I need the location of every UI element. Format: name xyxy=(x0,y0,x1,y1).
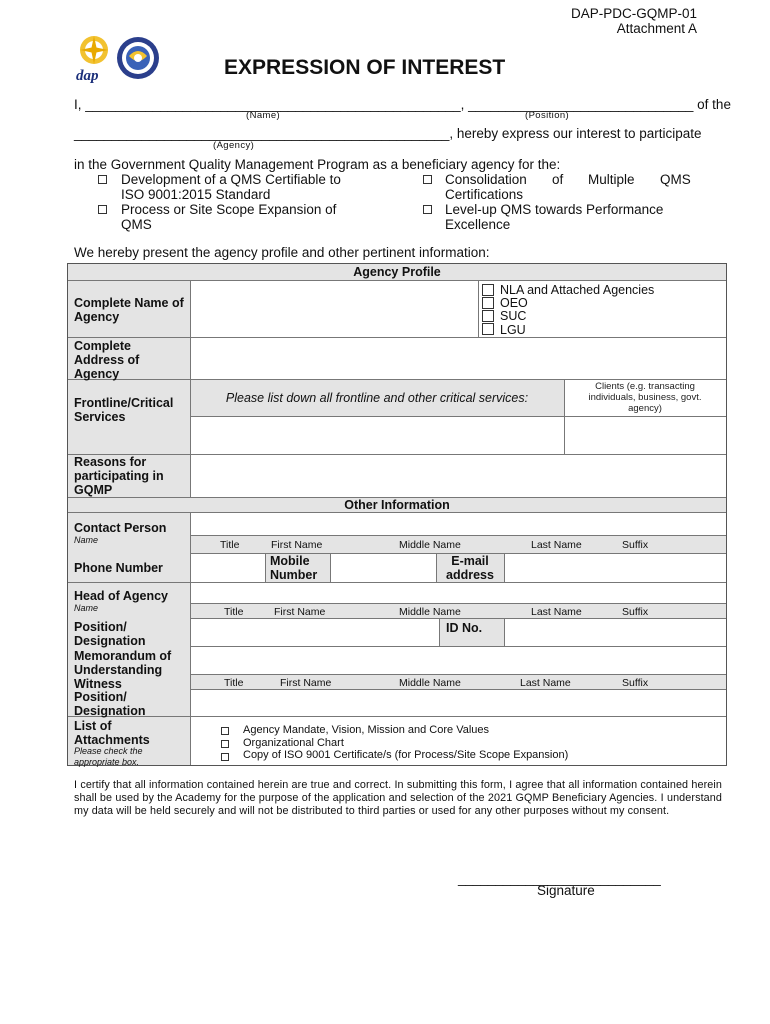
agency-line xyxy=(74,126,702,141)
phone-label: Phone Number xyxy=(74,561,163,575)
contact-person-label: Contact Person xyxy=(74,521,167,535)
name-position-line xyxy=(74,97,731,112)
head-col-suffix: Suffix xyxy=(622,606,649,618)
contact-col-middle: Middle Name xyxy=(399,539,461,551)
witness-position-label: Position/ Designation xyxy=(74,690,146,718)
line1-prefix: I, xyxy=(74,97,86,112)
head-name-field[interactable] xyxy=(191,583,726,603)
head-col-first: First Name xyxy=(274,606,326,618)
agency-blank[interactable]: __________________________________________________ xyxy=(74,126,450,141)
mou-label: Memorandum of Understanding xyxy=(74,649,172,677)
gqmp-seal-logo xyxy=(115,34,161,82)
attachment-label: Attachment A xyxy=(616,21,697,36)
witness-col-last: Last Name xyxy=(520,677,571,689)
option-consolidation-word1: Consolidation xyxy=(445,172,527,187)
phone-field[interactable] xyxy=(191,554,265,582)
name-blank[interactable]: __________________________________________________, xyxy=(85,97,469,112)
contact-name-hint: Name xyxy=(74,535,99,545)
id-no-field[interactable] xyxy=(505,619,726,646)
line2-suffix: , hereby express our interest to participate xyxy=(449,126,702,141)
option-consolidation-word4: QMS xyxy=(660,172,691,187)
witness-col-middle: Middle Name xyxy=(399,677,461,689)
agency-address-field[interactable] xyxy=(191,338,726,379)
head-col-title: Title xyxy=(224,606,244,618)
option-development-label: Development of a QMS Certifiable to xyxy=(121,172,341,187)
reasons-label: Reasons for participating in GQMP xyxy=(74,455,164,497)
option-consolidation-word3: Multiple xyxy=(588,172,635,187)
nla-checkbox[interactable] xyxy=(482,284,494,296)
witness-label: Witness xyxy=(74,677,122,691)
attach-iso-checkbox[interactable] xyxy=(221,753,229,761)
document-code xyxy=(571,6,697,36)
page-title: EXPRESSION OF INTEREST xyxy=(224,56,506,79)
attach-mandate-label: Agency Mandate, Vision, Mission and Core Values xyxy=(243,724,490,736)
frontline-services-field[interactable] xyxy=(191,417,564,454)
oeo-checkbox[interactable] xyxy=(482,297,494,309)
complete-address-label: Complete Address of Agency xyxy=(74,339,140,381)
mou-field[interactable] xyxy=(191,647,726,674)
frontline-label: Frontline/Critical Services xyxy=(74,396,174,424)
agency-caption: (Agency) xyxy=(213,140,255,151)
signature-line[interactable]: ___________________________ xyxy=(458,871,661,886)
witness-col-first: First Name xyxy=(280,677,332,689)
clients-note: Clients (e.g. transacting individuals, business, govt. agency) xyxy=(588,381,702,414)
witness-col-title: Title xyxy=(224,677,244,689)
option-levelup-label: Level-up QMS towards Performance xyxy=(445,202,664,217)
email-field[interactable] xyxy=(505,554,726,582)
option-consolidation-label-2: Certifications xyxy=(445,187,524,202)
present-line: We hereby present the agency profile and other pertinent information: xyxy=(74,245,490,260)
attachments-hint: Please check the appropriate box. xyxy=(74,746,143,767)
head-of-agency-label: Head of Agency xyxy=(74,589,169,603)
lgu-label: LGU xyxy=(500,323,526,337)
contact-name-field[interactable] xyxy=(191,513,726,535)
attach-iso-label: Copy of ISO 9001 Certificate/s (for Process/Site Scope Expansion) xyxy=(243,749,569,761)
attach-orgchart-checkbox[interactable] xyxy=(221,740,229,748)
option-consolidation-word2: of xyxy=(552,172,564,187)
oeo-label: OEO xyxy=(500,296,528,310)
witness-position-field[interactable] xyxy=(191,690,726,716)
email-label: E-mail address xyxy=(446,554,494,582)
option-process-label: Process or Site Scope Expansion of xyxy=(121,202,337,217)
mobile-label: Mobile Number xyxy=(270,554,318,582)
doc-code-text: DAP-PDC-GQMP-01 xyxy=(570,6,697,21)
nla-label: NLA and Attached Agencies xyxy=(500,283,655,297)
agency-name-field[interactable] xyxy=(191,281,478,337)
signature-label: Signature xyxy=(537,883,595,898)
line1-suffix: of the xyxy=(693,97,731,112)
frontline-prompt: Please list down all frontline and other critical services: xyxy=(225,391,529,405)
contact-col-title: Title xyxy=(220,539,240,551)
option-consolidation-checkbox[interactable] xyxy=(423,175,432,184)
option-process-label-2: QMS xyxy=(121,217,152,232)
head-position-field[interactable] xyxy=(191,619,439,646)
id-no-label: ID No. xyxy=(446,621,483,635)
option-process-checkbox[interactable] xyxy=(98,205,107,214)
position-caption: (Position) xyxy=(525,110,570,121)
clients-field[interactable] xyxy=(565,417,726,454)
lgu-checkbox[interactable] xyxy=(482,323,494,335)
contact-col-first: First Name xyxy=(271,539,323,551)
certification-text: I certify that all information contained herein are true and correct. In submitting this form, I agree that all information contained herein shall be used by the Academy for the purpose of the application and selection of the 2021 GQMP Beneficiary Agencies. I understand my data will be held securely and will not be distributed to third parties or used for any other purposes without my consent. xyxy=(74,779,722,817)
other-information-heading: Other Information xyxy=(344,498,450,512)
suc-checkbox[interactable] xyxy=(482,310,494,322)
position-blank[interactable]: ______________________________ xyxy=(468,97,694,112)
head-col-middle: Middle Name xyxy=(399,606,461,618)
option-levelup-label-2: Excellence xyxy=(445,217,511,232)
name-caption: (Name) xyxy=(246,110,281,121)
complete-name-label: Complete Name of Agency xyxy=(74,296,184,324)
attach-mandate-checkbox[interactable] xyxy=(221,727,229,735)
mobile-field[interactable] xyxy=(331,554,436,582)
head-name-hint: Name xyxy=(74,603,99,613)
option-development-label-2: ISO 9001:2015 Standard xyxy=(121,187,271,202)
witness-col-suffix: Suffix xyxy=(622,677,649,689)
attachments-label: List of Attachments xyxy=(74,719,150,747)
attach-orgchart-label: Organizational Chart xyxy=(243,737,344,749)
agency-profile-heading: Agency Profile xyxy=(353,265,441,279)
dap-logo xyxy=(74,32,114,84)
program-line: in the Government Quality Management Program as a beneficiary agency for the: xyxy=(74,157,561,172)
option-levelup-checkbox[interactable] xyxy=(423,205,432,214)
reasons-field[interactable] xyxy=(191,455,726,497)
head-position-label: Position/ Designation xyxy=(74,620,146,648)
contact-col-last: Last Name xyxy=(531,539,582,551)
contact-col-suffix: Suffix xyxy=(622,539,649,551)
logo-text: dap xyxy=(76,68,99,84)
agency-profile-table xyxy=(67,263,727,766)
option-development-checkbox[interactable] xyxy=(98,175,107,184)
suc-label: SUC xyxy=(500,309,527,323)
head-col-last: Last Name xyxy=(531,606,582,618)
